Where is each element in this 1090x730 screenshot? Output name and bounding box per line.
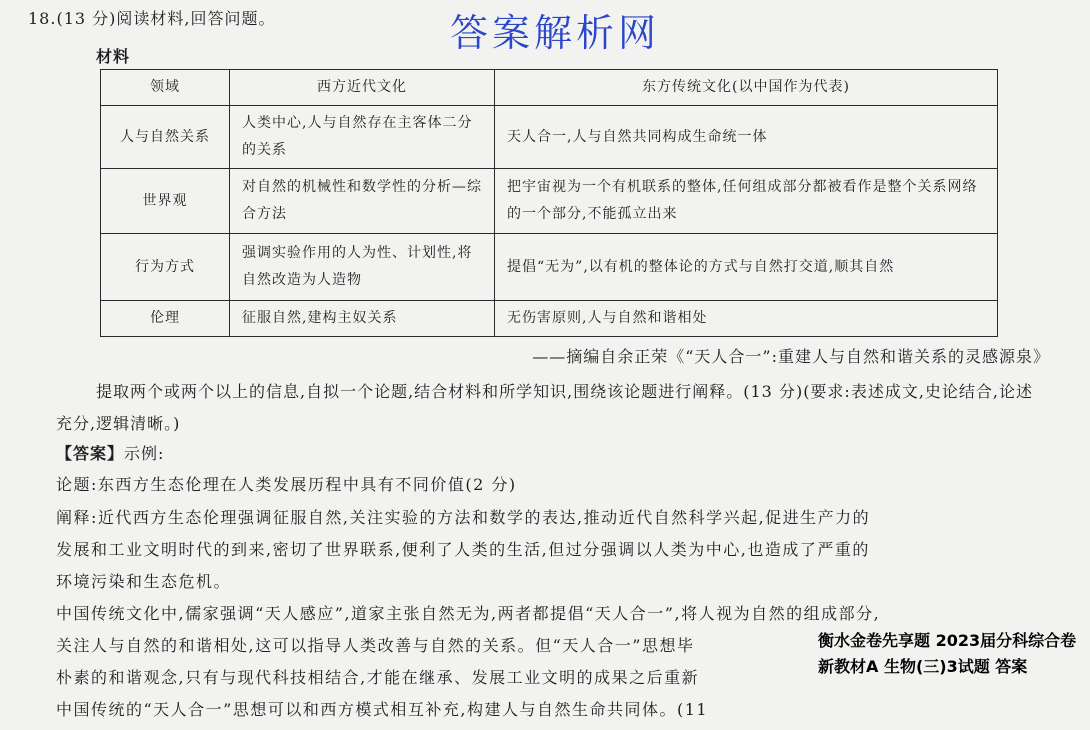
table-row [101,301,998,337]
answer-line: 阐释:近代西方生态伦理强调征服自然,关注实验的方法和数学的表达,推动近代自然科学兴起,促进生产力的 [56,508,871,527]
answer-line: 关注人与自然的和谐相处,这可以指导人类改善与自然的关系。但“天人合一”思想毕 [56,636,695,655]
table-header-domain: 领域 [101,70,230,106]
table-cell-east: 无伤害原则,人与自然和谐相处 [495,301,998,337]
answer-heading [56,441,164,464]
table-cell-domain: 世界观 [101,169,230,234]
answer-line: 中国传统的“天人合一”思想可以和西方模式相互补充,构建人与自然生命共同体。(11 [56,700,709,719]
watermark-title: 答案解析网 [450,11,661,55]
table-row [101,169,998,234]
material-label: 材料 [96,47,131,66]
overlay-caption: 衡水金卷先享题 2023届分科综合卷 新教材A 生物(三)3试题 答案 [818,628,1083,680]
source-citation: ——摘编自余正荣《“天人合一”:重建人与自然和谐关系的灵感源泉》 [532,347,1050,366]
table-cell-west: 征服自然,建构主奴关系 [230,301,495,337]
question-title: 18.(13 分)阅读材料,回答问题。 [28,9,276,28]
table-cell-east: 把宇宙视为一个有机联系的整体,任何组成部分都被看作是整个关系网络的一个部分,不能孤立出来 [495,169,998,234]
answer-example-label: 示例: [124,444,165,463]
table-cell-west: 人类中心,人与自然存在主客体二分的关系 [230,106,495,169]
table-cell-domain: 行为方式 [101,234,230,301]
table-cell-domain: 人与自然关系 [101,106,230,169]
answer-tag: 【答案】 [56,444,125,463]
table-cell-east: 提倡“无为”,以有机的整体论的方式与自然打交道,顺其自然 [495,234,998,301]
answer-line: 中国传统文化中,儒家强调“天人感应”,道家主张自然无为,两者都提倡“天人合一”,将人视为自然的组成部分, [56,604,881,623]
table-cell-east: 天人合一,人与自然共同构成生命统一体 [495,106,998,169]
answer-line: 论题:东西方生态伦理在人类发展历程中具有不同价值(2 分) [56,475,517,494]
table-row [101,106,998,169]
comparison-table [100,69,998,337]
table-header-row [101,70,998,106]
table-cell-west: 强调实验作用的人为性、计划性,将自然改造为人造物 [230,234,495,301]
table-cell-west: 对自然的机械性和数学性的分析—综合方法 [230,169,495,234]
table-header-east: 东方传统文化(以中国作为代表) [495,70,998,106]
table-header-west: 西方近代文化 [230,70,495,106]
question-prompt: 提取两个或两个以上的信息,自拟一个论题,结合材料和所学知识,围绕该论题进行阐释。(13 分)(要求:表述成文,史论结合,论述充分,逻辑清晰。) [56,382,1033,433]
answer-line: 发展和工业文明时代的到来,密切了世界联系,便利了人类的生活,但过分强调以人类为中心,也造成了严重的 [56,540,870,559]
answer-line: 朴素的和谐观念,只有与现代科技相结合,才能在继承、发展工业文明的成果之后重新 [56,668,700,687]
table-cell-domain: 伦理 [101,301,230,337]
answer-line: 环境污染和生态危机。 [56,572,232,591]
table-row [101,234,998,301]
